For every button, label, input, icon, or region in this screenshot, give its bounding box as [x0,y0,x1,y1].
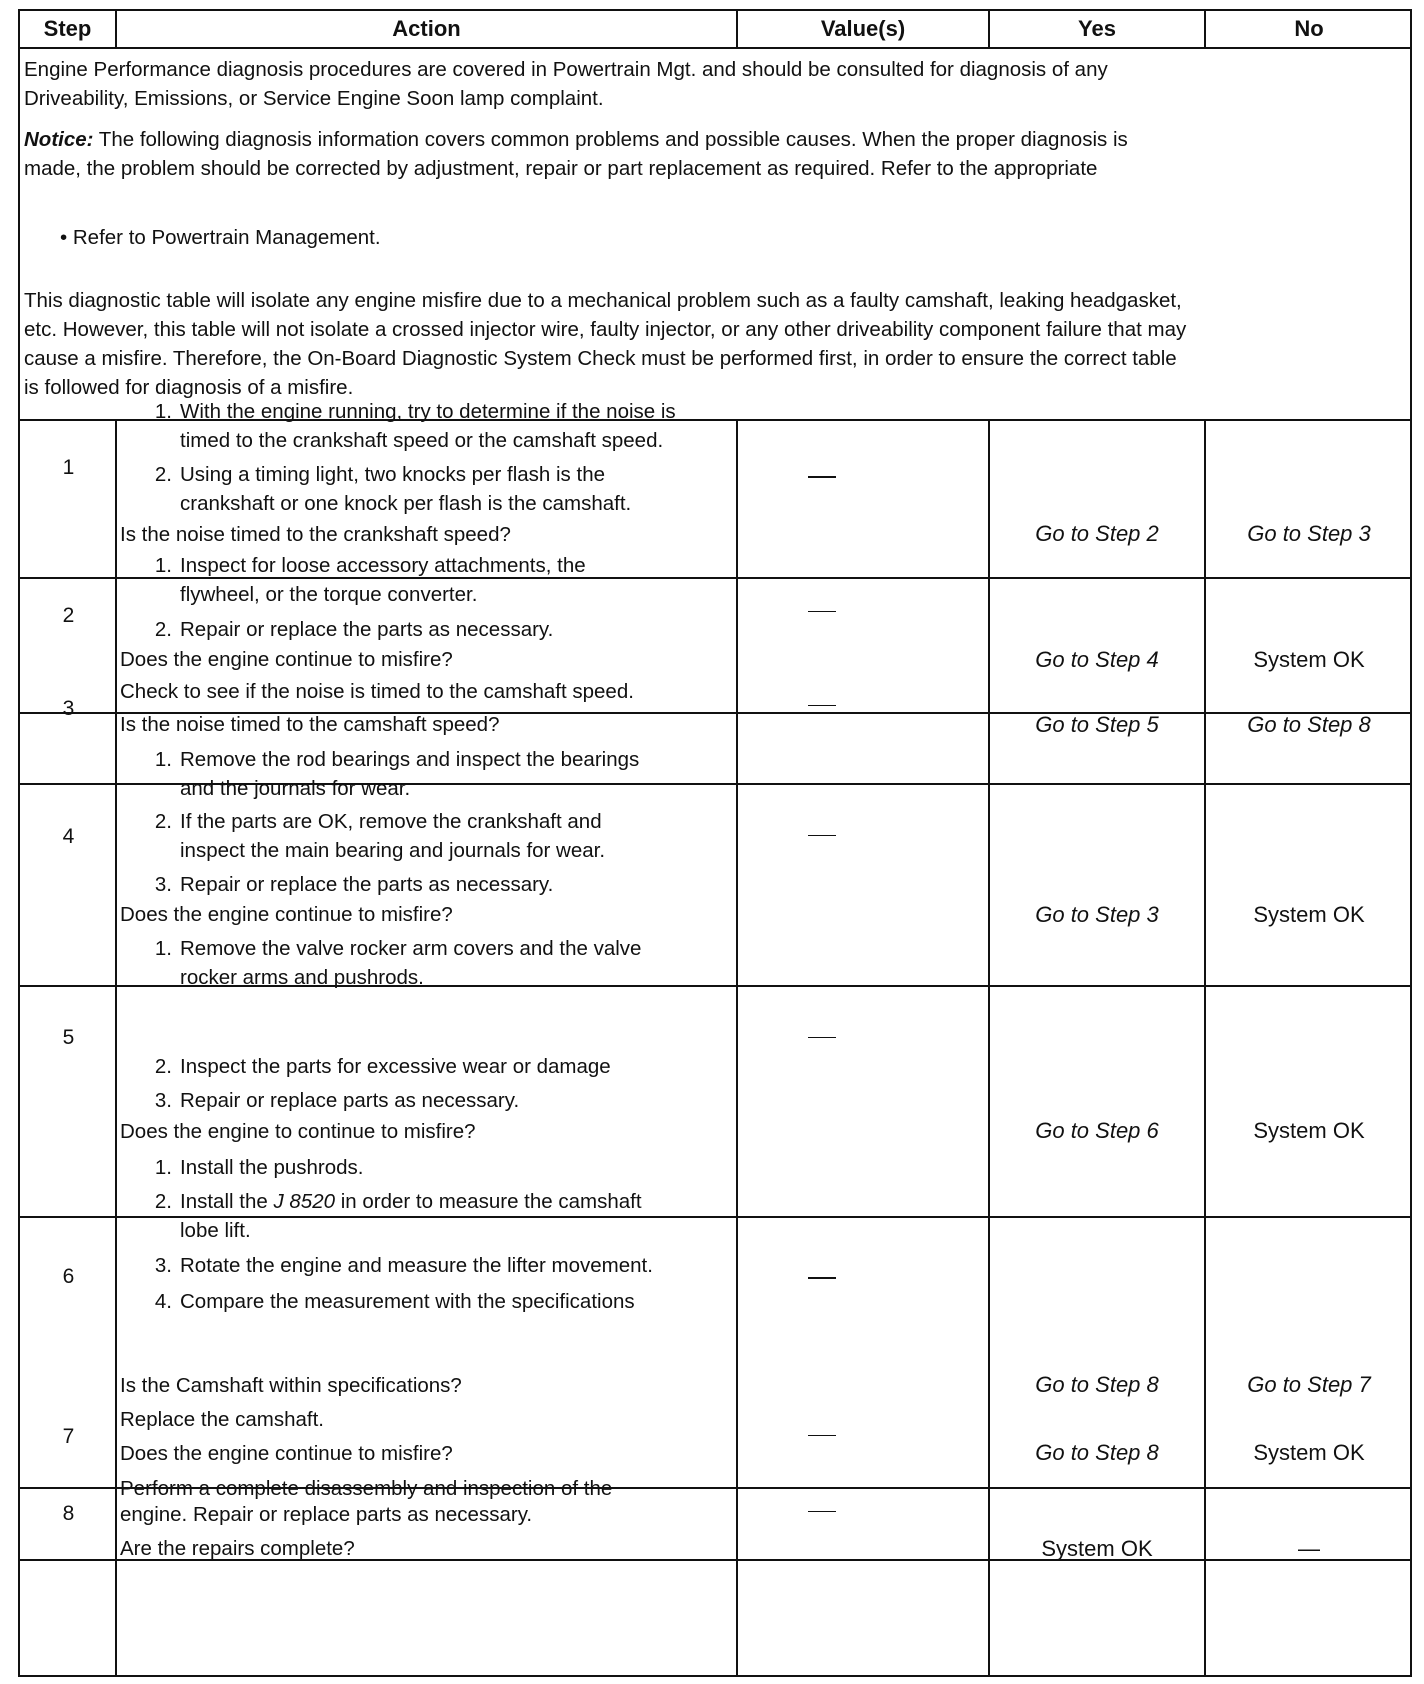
intro-paragraph: This diagnostic table will isolate any engine misfire due to a mechanical problem such as a faulty camshaft, leaking headgasket, [24,289,1182,312]
list-item [140,1052,611,1081]
list-number: 3. [154,873,172,896]
value-dash [808,1277,836,1279]
yes-result: System OK [1041,1536,1153,1561]
list-text: Remove the rod bearings and inspect the bearings [180,748,640,771]
step-question: Is the noise timed to the crankshaft speed? [120,523,511,546]
step-text: Check to see if the noise is timed to the camshaft speed. [120,680,634,703]
list-text: flywheel, or the torque converter. [180,583,478,606]
list-number: 2. [154,810,172,833]
list-number: 2. [154,1190,172,1213]
intro-paragraph: cause a misfire. Therefore, the On-Board Diagnostic System Check must be performed first, in order to ensure the correct table [24,347,1177,370]
step-text: Perform a complete disassembly and inspection of the [120,1477,613,1500]
list-text: Install the [180,1190,274,1213]
step-text: Replace the camshaft. [120,1408,324,1431]
diagnostic-table [18,9,1412,1677]
list-text: If the parts are OK, remove the crankshaft and [180,810,602,833]
step-number: 2 [62,604,75,627]
list-number: 2. [154,1055,172,1078]
notice-label: Notice: [24,128,94,151]
step-number: 7 [62,1425,75,1448]
header-no: No [1294,16,1324,41]
value-dash [808,1037,836,1038]
value-dash [808,705,836,706]
no-result: Go to Step 7 [1247,1372,1371,1397]
no-result: Go to Step 3 [1247,521,1371,546]
list-item [140,745,639,803]
list-text: and the journals for wear. [180,777,411,800]
list-number: 1. [154,937,172,960]
list-text: Using a timing light, two knocks per flash is the [180,463,605,486]
list-item [140,615,553,644]
step-question: Does the engine continue to misfire? [120,648,453,671]
value-dash [808,1435,836,1436]
list-number: 1. [154,748,172,771]
list-number: 1. [154,1156,172,1179]
list-item [140,870,553,899]
list-number: 1. [154,400,172,423]
list-item [140,1187,642,1245]
list-item [140,934,641,992]
list-item [140,1251,653,1280]
step-number: 1 [62,456,75,479]
step-number: 8 [62,1502,75,1525]
no-result: System OK [1253,647,1365,672]
intro-paragraph: etc. However, this table will not isolate a crossed injector wire, faulty injector, or any other driveability component failure that may [24,318,1187,341]
list-item [140,1153,363,1182]
notice-paragraph [24,125,1186,154]
yes-result: Go to Step 6 [1035,1118,1159,1143]
notice-paragraph: made, the problem should be corrected by adjustment, repair or part replacement as required. Refer to the appropriate [24,157,1098,180]
list-text: Compare the measurement with the specifications [180,1290,635,1313]
no-result: System OK [1253,1440,1365,1465]
yes-result: Go to Step 2 [1035,521,1159,546]
step-question: Does the engine continue to misfire? [120,1442,453,1465]
step-number: 6 [62,1265,75,1288]
list-text: Remove the valve rocker arm covers and the valve [180,937,642,960]
header-step: Step [43,16,92,41]
list-text: Install the pushrods. [180,1156,364,1179]
step-text: engine. Repair or replace parts as necessary. [120,1503,533,1526]
list-number: 1. [154,554,172,577]
row-divider [20,47,1410,49]
header-action: Action [392,16,461,41]
yes-result: Go to Step 8 [1035,1372,1159,1397]
header-values: Value(s) [820,16,906,41]
list-text: With the engine running, try to determine if the noise is [180,400,676,423]
no-result: System OK [1253,1118,1365,1143]
step-question: Is the noise timed to the camshaft speed? [120,713,500,736]
list-item [140,1287,635,1316]
intro-paragraph: is followed for diagnosis of a misfire. [24,376,354,399]
step-question: Is the Camshaft within specifications? [120,1374,462,1397]
list-text: Inspect the parts for excessive wear or damage [180,1055,611,1078]
bullet-item: • Refer to Powertrain Management. [60,226,381,249]
list-number: 2. [154,618,172,641]
no-result: Go to Step 8 [1247,712,1371,737]
list-item [140,397,676,455]
intro-text [24,55,1186,402]
list-text: Repair or replace parts as necessary. [180,1089,520,1112]
value-dash [808,835,836,836]
step-question: Are the repairs complete? [120,1537,355,1560]
list-text: rocker arms and pushrods. [180,966,424,989]
list-text: Repair or replace the parts as necessary. [180,873,554,896]
header-yes: Yes [1078,16,1116,41]
intro-paragraph: Driveability, Emissions, or Service Engine Soon lamp complaint. [24,87,604,110]
yes-result: Go to Step 4 [1035,647,1159,672]
list-item [140,1086,519,1115]
yes-result: Go to Step 8 [1035,1440,1159,1465]
value-dash [808,611,836,612]
step-number: 5 [62,1026,75,1049]
list-text: timed to the crankshaft speed or the camshaft speed. [180,429,664,452]
value-dash [808,1511,836,1512]
step-question: Does the engine continue to misfire? [120,903,453,926]
list-text: Repair or replace the parts as necessary. [180,618,554,641]
value-dash [808,476,836,478]
yes-result: Go to Step 5 [1035,712,1159,737]
list-number: 3. [154,1089,172,1112]
list-number: 2. [154,463,172,486]
list-text: lobe lift. [180,1219,251,1242]
list-item [140,807,605,865]
step-number: 4 [62,825,75,848]
list-text: in order to measure the camshaft [335,1190,642,1213]
list-item [140,460,631,518]
step-number: 3 [62,697,75,720]
yes-result: Go to Step 3 [1035,902,1159,927]
intro-paragraph: Engine Performance diagnosis procedures are covered in Powertrain Mgt. and should be consulted for diagnosis of any [24,58,1108,81]
list-text: Rotate the engine and measure the lifter movement. [180,1254,653,1277]
no-result: System OK [1253,902,1365,927]
list-text: inspect the main bearing and journals for wear. [180,839,606,862]
tool-number: J 8520 [273,1190,336,1213]
list-number: 3. [154,1254,172,1277]
no-result: — [1298,1536,1320,1561]
list-text: Inspect for loose accessory attachments, the [180,554,586,577]
notice-text: The following diagnosis information covers common problems and possible causes. When the proper diagnosis is [93,128,1128,151]
list-text: crankshaft or one knock per flash is the camshaft. [180,492,632,515]
list-item [140,551,586,609]
list-number: 4. [154,1290,172,1313]
step-question: Does the engine to continue to misfire? [120,1120,476,1143]
